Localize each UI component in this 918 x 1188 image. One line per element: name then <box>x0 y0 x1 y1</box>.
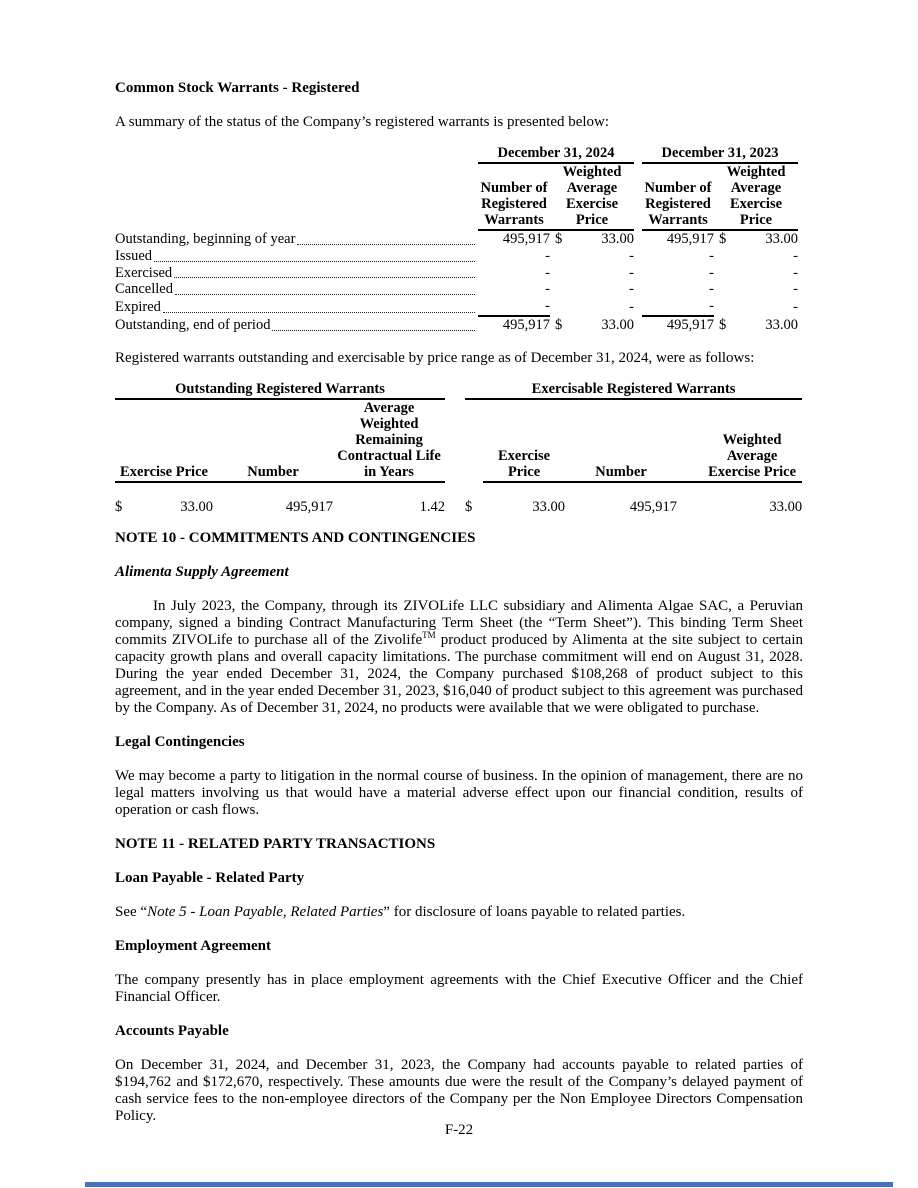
currency-symbol: $ <box>719 231 727 247</box>
row-label: Outstanding, beginning of year <box>115 231 296 247</box>
col-header-number-2024: Number of Registered Warrants <box>478 163 550 230</box>
currency-symbol: $ <box>555 231 563 247</box>
dot-leader <box>297 244 475 245</box>
col-header-weighted-avg-price: Weighted Average Exercise Price <box>677 399 802 482</box>
cell-value: - <box>545 281 550 298</box>
note11-heading: NOTE 11 - RELATED PARTY TRANSACTIONS <box>115 835 436 852</box>
column-header-row <box>115 399 802 482</box>
cell-value: - <box>629 264 634 281</box>
alimenta-text-before-tm: In July 2023, the Company, through its ZIVOLife LLC subsidiary and Alimenta Algae SAC, a Peruvian company, signed a binding Contract Manufacturing Term Sheet (the “Term Sheet”). This binding Term Sheet commits ZIVOLife to purchase all of the Zivolife <box>115 597 803 648</box>
row-label: Exercised <box>115 264 173 281</box>
table-row <box>115 265 798 282</box>
cell-value: 1.42 <box>419 498 446 515</box>
cell-value: 33.00 <box>765 231 798 247</box>
table-row <box>115 230 798 248</box>
loan-payable-paragraph <box>115 904 803 921</box>
cell-value: - <box>793 264 798 281</box>
cell-value: - <box>642 298 714 316</box>
group-header-outstanding: Outstanding Registered Warrants <box>115 381 445 399</box>
table-row <box>115 316 798 334</box>
page-bottom-bar <box>85 1182 893 1187</box>
cell-value: - <box>629 299 634 316</box>
dot-leader <box>154 261 475 262</box>
cell-value: - <box>478 298 550 316</box>
cell-value: 495,917 <box>629 498 678 515</box>
cell-value: - <box>709 264 714 281</box>
warrants-intro-text: A summary of the status of the Company’s registered warrants is presented below: <box>115 114 610 130</box>
cell-value: 495,917 <box>666 231 714 247</box>
warrant-range-table <box>115 381 802 516</box>
currency-symbol: $ <box>115 498 123 515</box>
cell-value: - <box>793 247 798 264</box>
table-row <box>115 248 798 265</box>
loan-text-prefix: See “ <box>115 903 148 920</box>
cell-value: - <box>793 281 798 298</box>
column-header-row <box>115 163 798 230</box>
range-intro-text: Registered warrants outstanding and exercisable by price range as of December 31, 2024, were as follows: <box>115 349 755 366</box>
accounts-payable-paragraph: On December 31, 2024, and December 31, 2023, the Company had accounts payable to related parties of $194,762 and $172,670, respectively. These amounts due were the result of the Company’s delayed payment of cash service fees to the non-employee directors of the Company per the Non Employee Directors Compensation Policy. <box>115 1056 803 1124</box>
cell-value: 33.00 <box>601 231 634 247</box>
loan-text-suffix: ” for disclosure of loans payable to related parties. <box>383 903 686 920</box>
cell-value: - <box>793 299 798 316</box>
year-header-2023: December 31, 2023 <box>642 145 798 163</box>
group-header-row <box>115 381 802 399</box>
col-header-price-2023: Weighted Average Exercise Price <box>714 163 798 230</box>
table-row <box>115 281 798 298</box>
col-header-exercise-price: Exercise Price <box>115 399 213 482</box>
cell-value: 495,917 <box>502 316 550 333</box>
cell-value: - <box>709 281 714 298</box>
row-label: Issued <box>115 247 153 264</box>
col-header-price-2024: Weighted Average Exercise Price <box>550 163 634 230</box>
cell-value: - <box>629 247 634 264</box>
cell-value: 495,917 <box>666 316 714 333</box>
employment-paragraph: The company presently has in place employment agreements with the Chief Executive Officer and the Chief Financial Officer. <box>115 971 803 1005</box>
alimenta-paragraph <box>115 598 803 717</box>
alimenta-supply-agreement-heading: Alimenta Supply Agreement <box>115 563 289 580</box>
cell-value: - <box>629 281 634 298</box>
alimenta-text-after-tm: product produced by Alimenta at the site subject to certain capacity growth plans and overall capacity limitations. The purchase commitment will end on August 31, 2028. During the year ended December 31, 2024, the Company purchased $108,268 of product subject to this agreement, and in the year ended December 31, 2023, $16,040 of product subject to this agreement was purchased by the Company. As of December 31, 2024, no products were available that we were obligated to purchase. <box>115 631 804 716</box>
cell-value: 495,917 <box>285 498 333 515</box>
row-label: Expired <box>115 299 161 316</box>
currency-symbol: $ <box>555 316 563 333</box>
dot-leader <box>174 277 475 278</box>
warrant-summary-table <box>115 145 798 334</box>
col-header-number: Number <box>213 399 333 482</box>
year-header-2024: December 31, 2024 <box>478 145 634 163</box>
cell-value: 33.00 <box>601 316 634 333</box>
dot-leader <box>163 312 475 313</box>
legal-contingencies-heading: Legal Contingencies <box>115 733 245 750</box>
note10-heading: NOTE 10 - COMMITMENTS AND CONTINGENCIES <box>115 529 476 546</box>
col-header-number-2023: Number of Registered Warrants <box>642 163 714 230</box>
accounts-payable-heading: Accounts Payable <box>115 1022 229 1039</box>
cell-value: - <box>545 264 550 281</box>
table-row <box>115 298 798 316</box>
col-header-exercise-price: Exercise Price <box>483 399 565 482</box>
cell-value: 33.00 <box>180 498 213 515</box>
trademark-superscript: TM <box>422 629 436 640</box>
currency-symbol: $ <box>465 498 473 515</box>
table-row <box>115 482 802 516</box>
row-label: Outstanding, end of period <box>115 316 271 333</box>
group-header-exercisable: Exercisable Registered Warrants <box>465 381 802 399</box>
dot-leader <box>175 294 475 295</box>
common-stock-warrants-heading: Common Stock Warrants - Registered <box>115 80 360 96</box>
employment-agreement-heading: Employment Agreement <box>115 937 271 954</box>
legal-contingencies-paragraph: We may become a party to litigation in the normal course of business. In the opinion of management, there are no legal matters involving us that would have a material adverse effect upon our financial condition, results of operation or cash flows. <box>115 767 803 818</box>
cell-value: - <box>545 247 550 264</box>
currency-symbol: $ <box>719 316 727 333</box>
row-label: Cancelled <box>115 281 173 298</box>
loan-payable-heading: Loan Payable - Related Party <box>115 869 305 886</box>
col-header-number: Number <box>565 399 677 482</box>
year-header-row <box>115 145 798 163</box>
page-number: F-22 <box>444 1122 474 1138</box>
cell-value: 33.00 <box>765 316 798 333</box>
dot-leader <box>272 330 475 331</box>
cell-value: 33.00 <box>769 498 803 515</box>
note5-reference: Note 5 - Loan Payable, Related Parties <box>147 903 384 920</box>
cell-value: 495,917 <box>502 231 550 247</box>
cell-value: - <box>709 247 714 264</box>
cell-value: 33.00 <box>532 498 566 515</box>
col-header-contractual-life: Average Weighted Remaining Contractual Life in Years <box>333 399 445 482</box>
